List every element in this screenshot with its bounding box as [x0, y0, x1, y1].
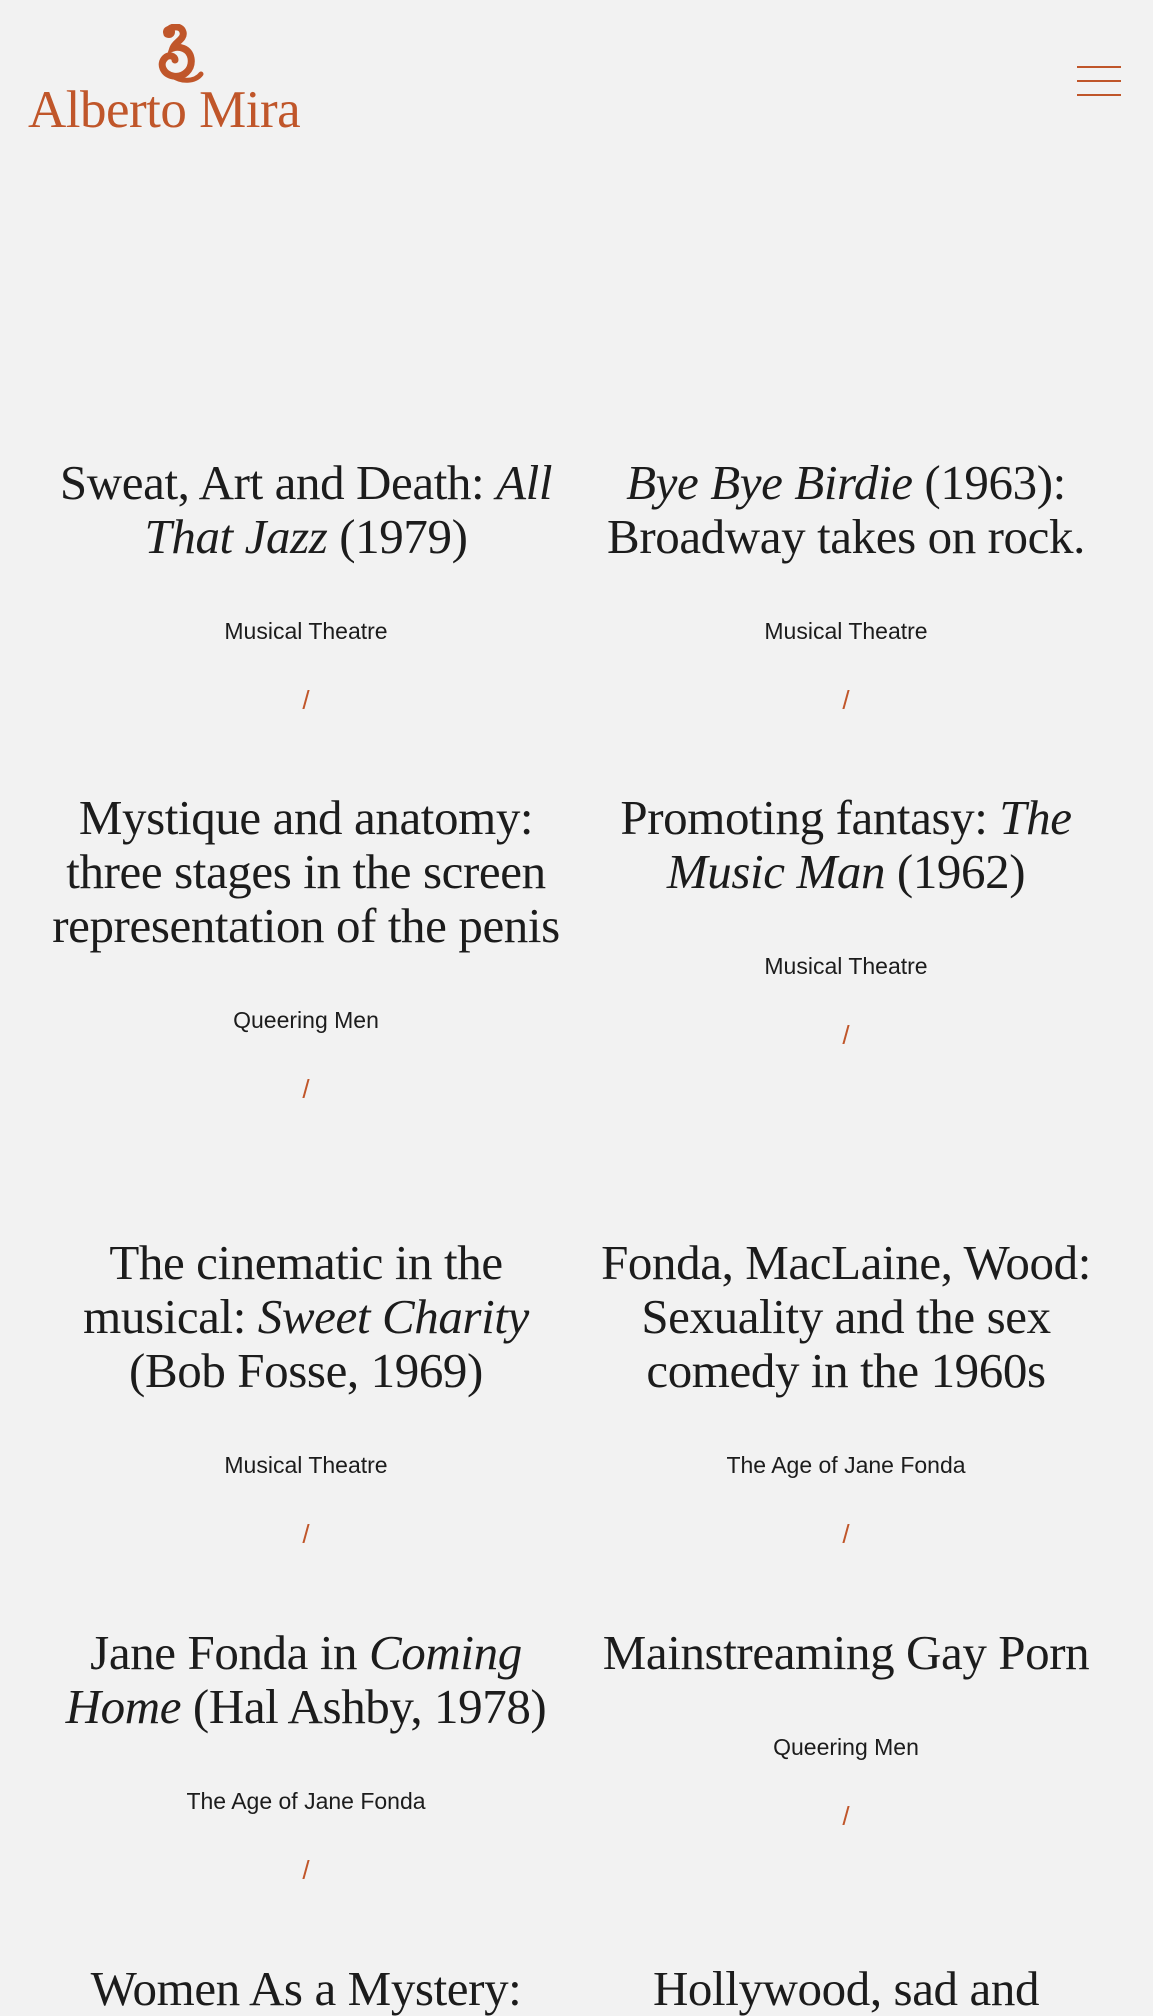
post-title-segment: Mystique and anatomy: three stages in the screen representation of the penis [52, 790, 560, 953]
post-separator: / [842, 1801, 850, 1831]
post-title-segment: Jane Fonda in [90, 1625, 370, 1680]
post-title[interactable] [46, 456, 566, 564]
post-title-segment: (Hal Ashby, 1978) [181, 1679, 547, 1734]
post-title[interactable] [46, 1962, 566, 2016]
post-card [586, 1962, 1106, 2016]
post-card [586, 791, 1106, 1050]
post-title-segment: Coming Home [65, 1625, 522, 1734]
post-category[interactable]: Musical Theatre [224, 1452, 388, 1478]
post-card [46, 791, 566, 1104]
post-title-segment: Mainstreaming Gay Porn [602, 1625, 1090, 1680]
post-separator: / [302, 685, 310, 715]
post-card [586, 456, 1106, 715]
post-title-segment: (1963): Broadway takes on rock. [607, 455, 1085, 564]
post-card [586, 1236, 1106, 1549]
post-card [46, 1236, 566, 1549]
post-title[interactable] [586, 456, 1106, 564]
post-title-segment: Sweet Charity [257, 1289, 529, 1344]
post-separator: / [842, 1519, 850, 1549]
post-title-segment: (Bob Fosse, 1969) [129, 1343, 483, 1398]
post-card [586, 1626, 1106, 1831]
post-category[interactable]: The Age of Jane Fonda [186, 1788, 426, 1814]
post-category[interactable]: Queering Men [233, 1007, 379, 1033]
post-title[interactable] [586, 1236, 1106, 1398]
post-card [46, 1626, 566, 1885]
post-title-segment: The Music Man [666, 790, 1072, 899]
post-title-segment: Hollywood, sad and [652, 1961, 1040, 2016]
post-title[interactable] [586, 1962, 1106, 2016]
post-category[interactable]: Musical Theatre [764, 953, 928, 979]
post-title-segment: Promoting fantasy: [620, 790, 1000, 845]
post-category[interactable]: Musical Theatre [224, 618, 388, 644]
post-separator: / [302, 1855, 310, 1885]
post-title[interactable] [46, 791, 566, 953]
post-card [46, 456, 566, 715]
post-separator: / [842, 685, 850, 715]
post-separator: / [842, 1020, 850, 1050]
post-title-segment: Bye Bye Birdie [626, 455, 913, 510]
post-title-segment: The cinematic in the musical: [83, 1235, 503, 1344]
post-title-segment: Women As a Mystery: [90, 1961, 522, 2016]
post-title[interactable] [46, 1626, 566, 1734]
post-title[interactable] [586, 1626, 1106, 1680]
post-category[interactable]: Musical Theatre [764, 618, 928, 644]
post-separator: / [302, 1519, 310, 1549]
post-category[interactable]: Queering Men [773, 1734, 919, 1760]
post-title-segment: (1962) [885, 844, 1026, 899]
post-title-segment: All That Jazz [144, 455, 553, 564]
post-card [46, 1962, 566, 2016]
post-title-segment: (1979) [327, 509, 468, 564]
site-name: Alberto Mira [28, 81, 301, 139]
post-title[interactable] [586, 791, 1106, 899]
post-separator: / [302, 1074, 310, 1104]
post-title-segment: Fonda, MacLaine, Wood: Sexuality and the sex comedy in the 1960s [601, 1235, 1091, 1398]
post-category[interactable]: The Age of Jane Fonda [726, 1452, 966, 1478]
post-title-segment: Sweat, Art and Death: [59, 455, 497, 510]
post-title[interactable] [46, 1236, 566, 1398]
